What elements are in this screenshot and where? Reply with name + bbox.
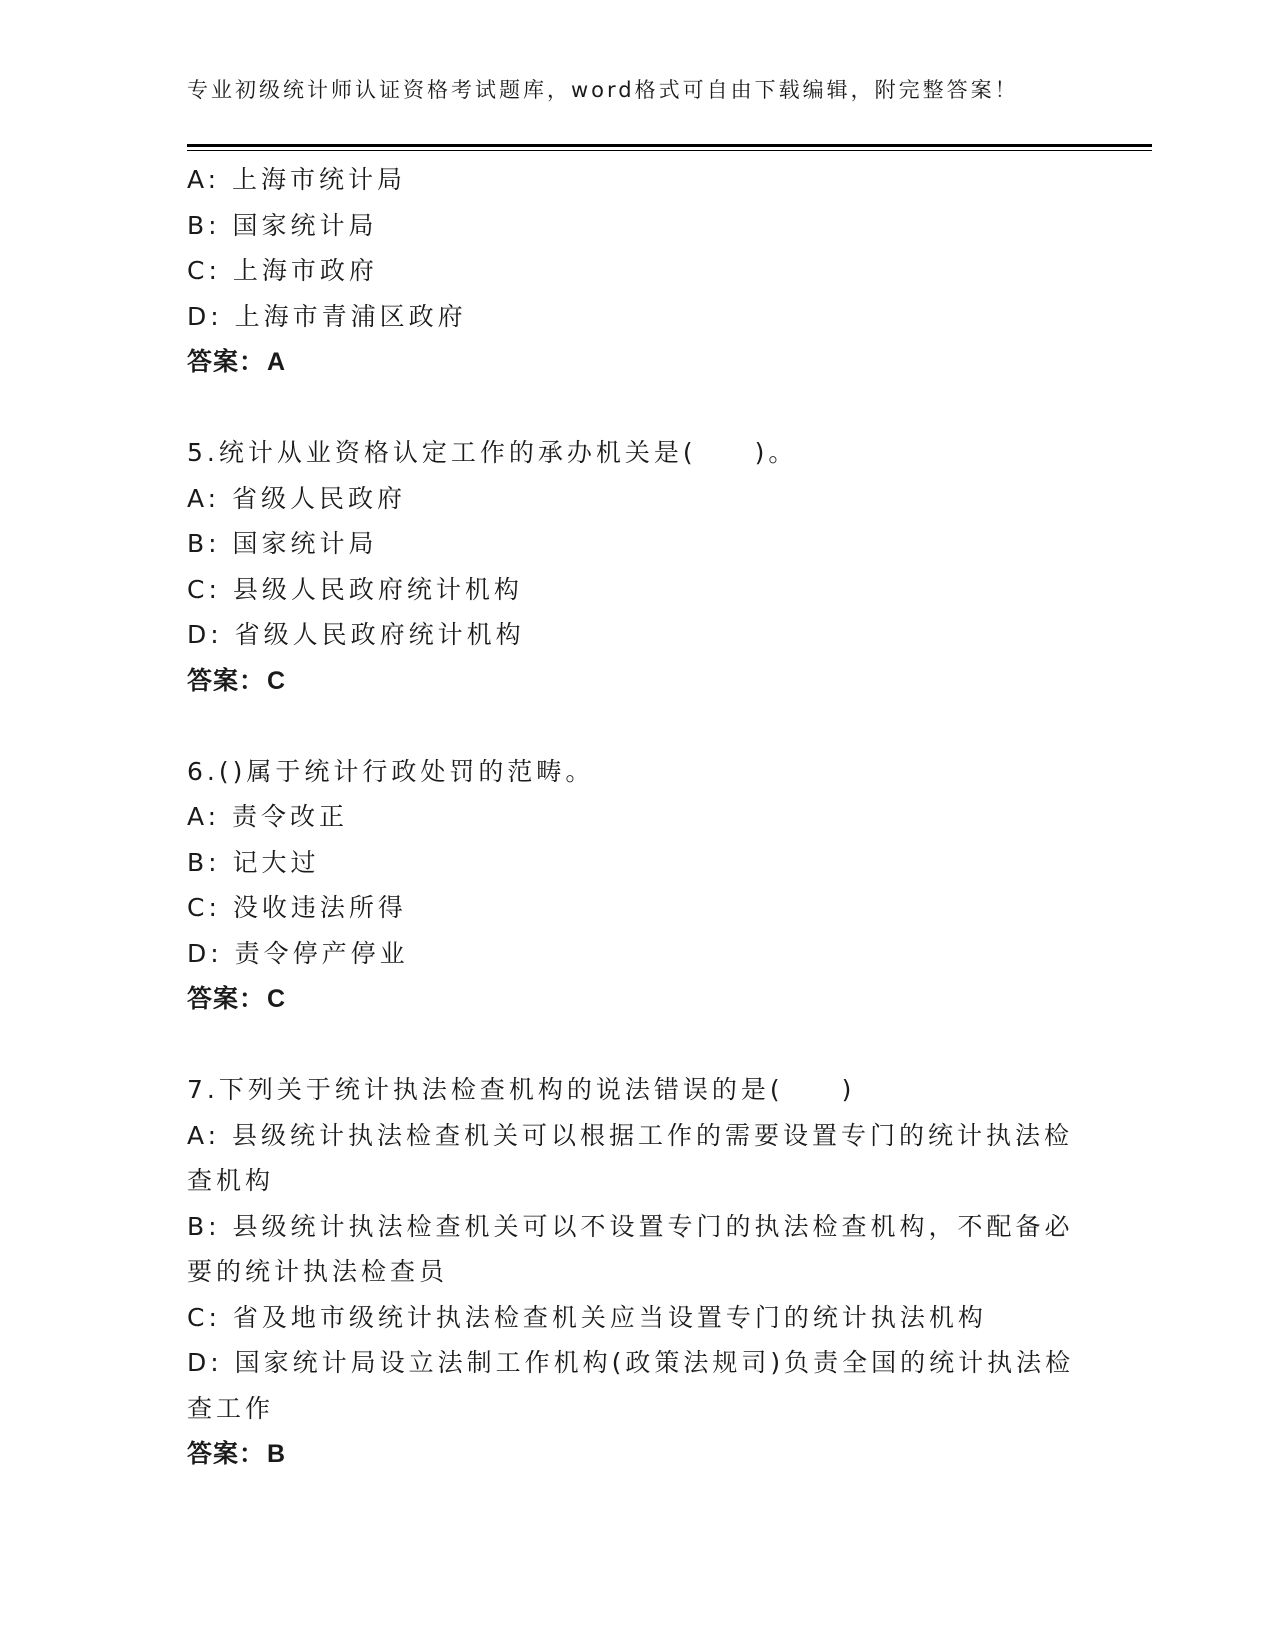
answer-line <box>187 658 1077 704</box>
option-b: B: 国家统计局 <box>187 210 378 240</box>
option-b: B: 记大过 <box>187 847 320 877</box>
option-a: A: 责令改正 <box>187 802 349 831</box>
option-a: A: 上海市统计局 <box>187 165 407 194</box>
question-block <box>187 749 1077 1022</box>
header-rule-thick <box>187 144 1152 147</box>
answer-value: A <box>267 348 287 376</box>
option-c: C: 没收违法所得 <box>187 893 407 922</box>
answer-label: 答案： <box>187 666 266 695</box>
document-header: 专业初级统计师认证资格考试题库，word格式可自由下载编辑，附完整答案！ <box>187 78 1019 102</box>
question-text: 7.下列关于统计执法检查机构的说法错误的是( ) <box>187 1075 856 1104</box>
option-c: C: 上海市政府 <box>187 256 378 285</box>
question-block <box>187 430 1077 703</box>
answer-label: 答案： <box>187 1440 266 1468</box>
question-text: 6.()属于统计行政处罚的范畴。 <box>187 756 595 786</box>
question-block <box>187 1067 1077 1477</box>
spacer <box>187 1022 1077 1068</box>
option-c: C: 省及地市级统计执法检查机关应当设置专门的统计执法机构 <box>187 1302 987 1332</box>
option-b: B: 国家统计局 <box>187 529 378 558</box>
answer-label: 答案： <box>187 348 266 376</box>
answer-label: 答案： <box>187 985 266 1013</box>
answer-value: C <box>267 985 287 1013</box>
answer-line <box>187 339 1077 385</box>
spacer <box>187 703 1077 749</box>
answer-line <box>187 976 1077 1022</box>
answer-value: C <box>267 666 287 695</box>
option-d: D: 国家统计局设立法制工作机构(政策法规司)负责全国的统计执法检查工作 <box>187 1348 1075 1423</box>
option-b: B: 县级统计执法检查机关可以不设置专门的执法检查机构，不配备必要的统计执法检查员 <box>187 1211 1074 1286</box>
question-text: 5.统计从业资格认定工作的承办机关是( )。 <box>187 438 798 467</box>
option-d: D: 省级人民政府统计机构 <box>187 620 525 649</box>
spacer <box>187 385 1077 431</box>
header-rule-thin <box>187 150 1152 151</box>
option-a: A: 省级人民政府 <box>187 483 407 513</box>
option-a: A: 县级统计执法检查机关可以根据工作的需要设置专门的统计执法检查机构 <box>187 1120 1074 1195</box>
option-c: C: 县级人民政府统计机构 <box>187 574 523 604</box>
option-d: D: 上海市青浦区政府 <box>187 301 467 331</box>
question-block <box>187 157 1077 385</box>
option-d: D: 责令停产停业 <box>187 938 409 968</box>
question-list <box>187 157 1077 1477</box>
answer-line <box>187 1431 1077 1477</box>
answer-value: B <box>267 1440 287 1468</box>
